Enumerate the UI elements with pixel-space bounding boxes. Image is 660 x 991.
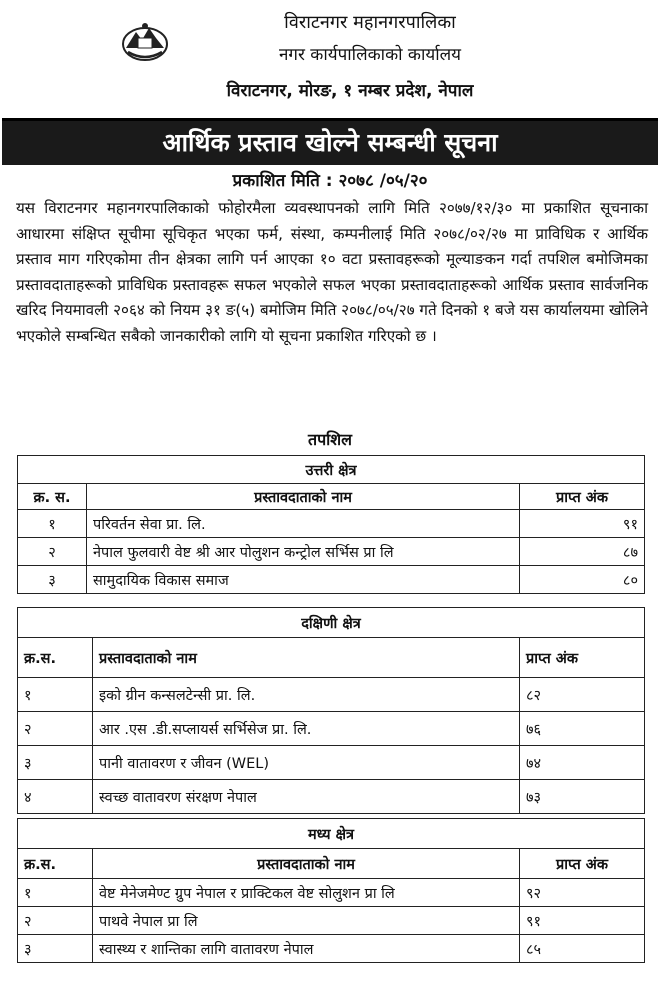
row-score: ८७ (520, 538, 645, 566)
column-header-score: प्राप्त अंक (520, 484, 645, 510)
row-score: ९१ (520, 510, 645, 538)
notice-body: यस विराटनगर महानगरपालिकाको फोहोरमैला व्यवस्थापनको लागि मिति २०७७/१२/३० मा प्रकाशित सूचनाका आधारमा संक्षिप्त सूचीमा सूचिकृत भएका फर्म, संस्था, कम्पनीलाई मिति २०७८/०२/२७ मा प्राविधिक र आर्थिक प्रस्ताव माग गरिएकोमा तीन क्षेत्रका लागि पर्न आएका १० वटा प्रस्तावहरूको मूल्याङकन गर्दा तपशिल बमोजिमका प्रस्तावदाताहरूको प्राविधिक प्रस्तावहरू सफल भएकोले सफल भएका प्रस्तावदाताहरूको आर्थिक प्रस्ताव सार्वजनिक खरिद नियमावली २०६४ को नियम ३१ ङ(५) बमोजिम मिति २०७८/०५/२७ गते दिनको १ बजे यस कार्यालयमा खोलिने भएकोले सम्बन्धित सबैको जानकारीको लागि यो सूचना प्रकाशित गरिएको छ । (16, 199, 649, 345)
row-score: ८० (520, 566, 645, 594)
section-table-north (17, 455, 645, 594)
row-sn: २ (18, 712, 93, 746)
row-sn: १ (18, 879, 93, 907)
row-bidder-name: सामुदायिक विकास समाज (87, 566, 520, 594)
section-name: दक्षिणी क्षेत्र (18, 608, 645, 638)
row-score: ९१ (520, 907, 645, 935)
row-sn: ४ (18, 780, 93, 814)
row-bidder-name: पाथवे नेपाल प्रा लि (93, 907, 520, 935)
table-row (18, 712, 645, 746)
row-sn: ३ (18, 566, 87, 594)
table-row (18, 746, 645, 780)
column-header-sn: क्र. स. (18, 484, 87, 510)
row-bidder-name: नेपाल फुलवारी वेष्ट श्री आर पोलुशन कन्ट्रोल सर्भिस प्रा लि (87, 538, 520, 566)
office-subtitle: नगर कार्यपालिकाको कार्यालय (278, 45, 462, 65)
row-bidder-name: वेष्ट मेनेजमेण्ट ग्रुप नेपाल र प्राक्टिकल वेष्ट सोलुशन प्रा लि (93, 879, 520, 907)
details-heading: तपशिल (307, 430, 353, 449)
column-header-name: प्रस्तावदाताको नाम (87, 484, 520, 510)
row-score: ७४ (520, 746, 645, 780)
column-header-score: प्राप्त अंक (520, 849, 645, 879)
column-header-sn: क्र.स. (18, 849, 93, 879)
section-table-central (17, 818, 645, 963)
row-bidder-name: इको ग्रीन कन्सलटेन्सी प्रा. लि. (93, 678, 520, 712)
publication-date: प्रकाशित मिति : २०७८ /०५/२० (232, 171, 428, 191)
row-sn: ३ (18, 935, 93, 963)
row-score: ८५ (520, 935, 645, 963)
row-sn: २ (18, 538, 87, 566)
row-sn: १ (18, 510, 87, 538)
table-row (18, 907, 645, 935)
row-sn: ३ (18, 746, 93, 780)
table-row (18, 780, 645, 814)
column-header-sn: क्र.स. (18, 638, 93, 678)
table-row (18, 510, 645, 538)
document-header (0, 0, 660, 118)
row-bidder-name: परिवर्तन सेवा प्रा. लि. (87, 510, 520, 538)
row-bidder-name: पानी वातावरण र जीवन (WEL) (93, 746, 520, 780)
column-header-name: प्रस्तावदाताको नाम (93, 849, 520, 879)
row-sn: २ (18, 907, 93, 935)
table-row (18, 538, 645, 566)
section-name: मध्य क्षेत्र (18, 819, 645, 849)
row-score: ७३ (520, 780, 645, 814)
column-header-name: प्रस्तावदाताको नाम (93, 638, 520, 678)
table-row (18, 678, 645, 712)
row-sn: १ (18, 678, 93, 712)
section-name: उत्तरी क्षेत्र (18, 456, 645, 484)
column-header-score: प्राप्त अंक (520, 638, 645, 678)
office-name: विराटनगर महानगरपालिका (284, 12, 456, 33)
row-score: ९२ (520, 879, 645, 907)
table-row (18, 566, 645, 594)
row-bidder-name: स्वास्थ्य र शान्तिका लागि वातावरण नेपाल (93, 935, 520, 963)
section-table-south (17, 607, 645, 814)
row-bidder-name: स्वच्छ वातावरण संरक्षण नेपाल (93, 780, 520, 814)
table-row (18, 879, 645, 907)
notice-title: आर्थिक प्रस्ताव खोल्ने सम्बन्धी सूचना (2, 118, 658, 165)
row-score: ७६ (520, 712, 645, 746)
row-score: ८२ (520, 678, 645, 712)
row-bidder-name: आर .एस .डी.सप्लायर्स सर्भिसेज प्रा. लि. (93, 712, 520, 746)
table-row (18, 935, 645, 963)
office-address: विराटनगर, मोरङ, १ नम्बर प्रदेश, नेपाल (226, 81, 474, 101)
